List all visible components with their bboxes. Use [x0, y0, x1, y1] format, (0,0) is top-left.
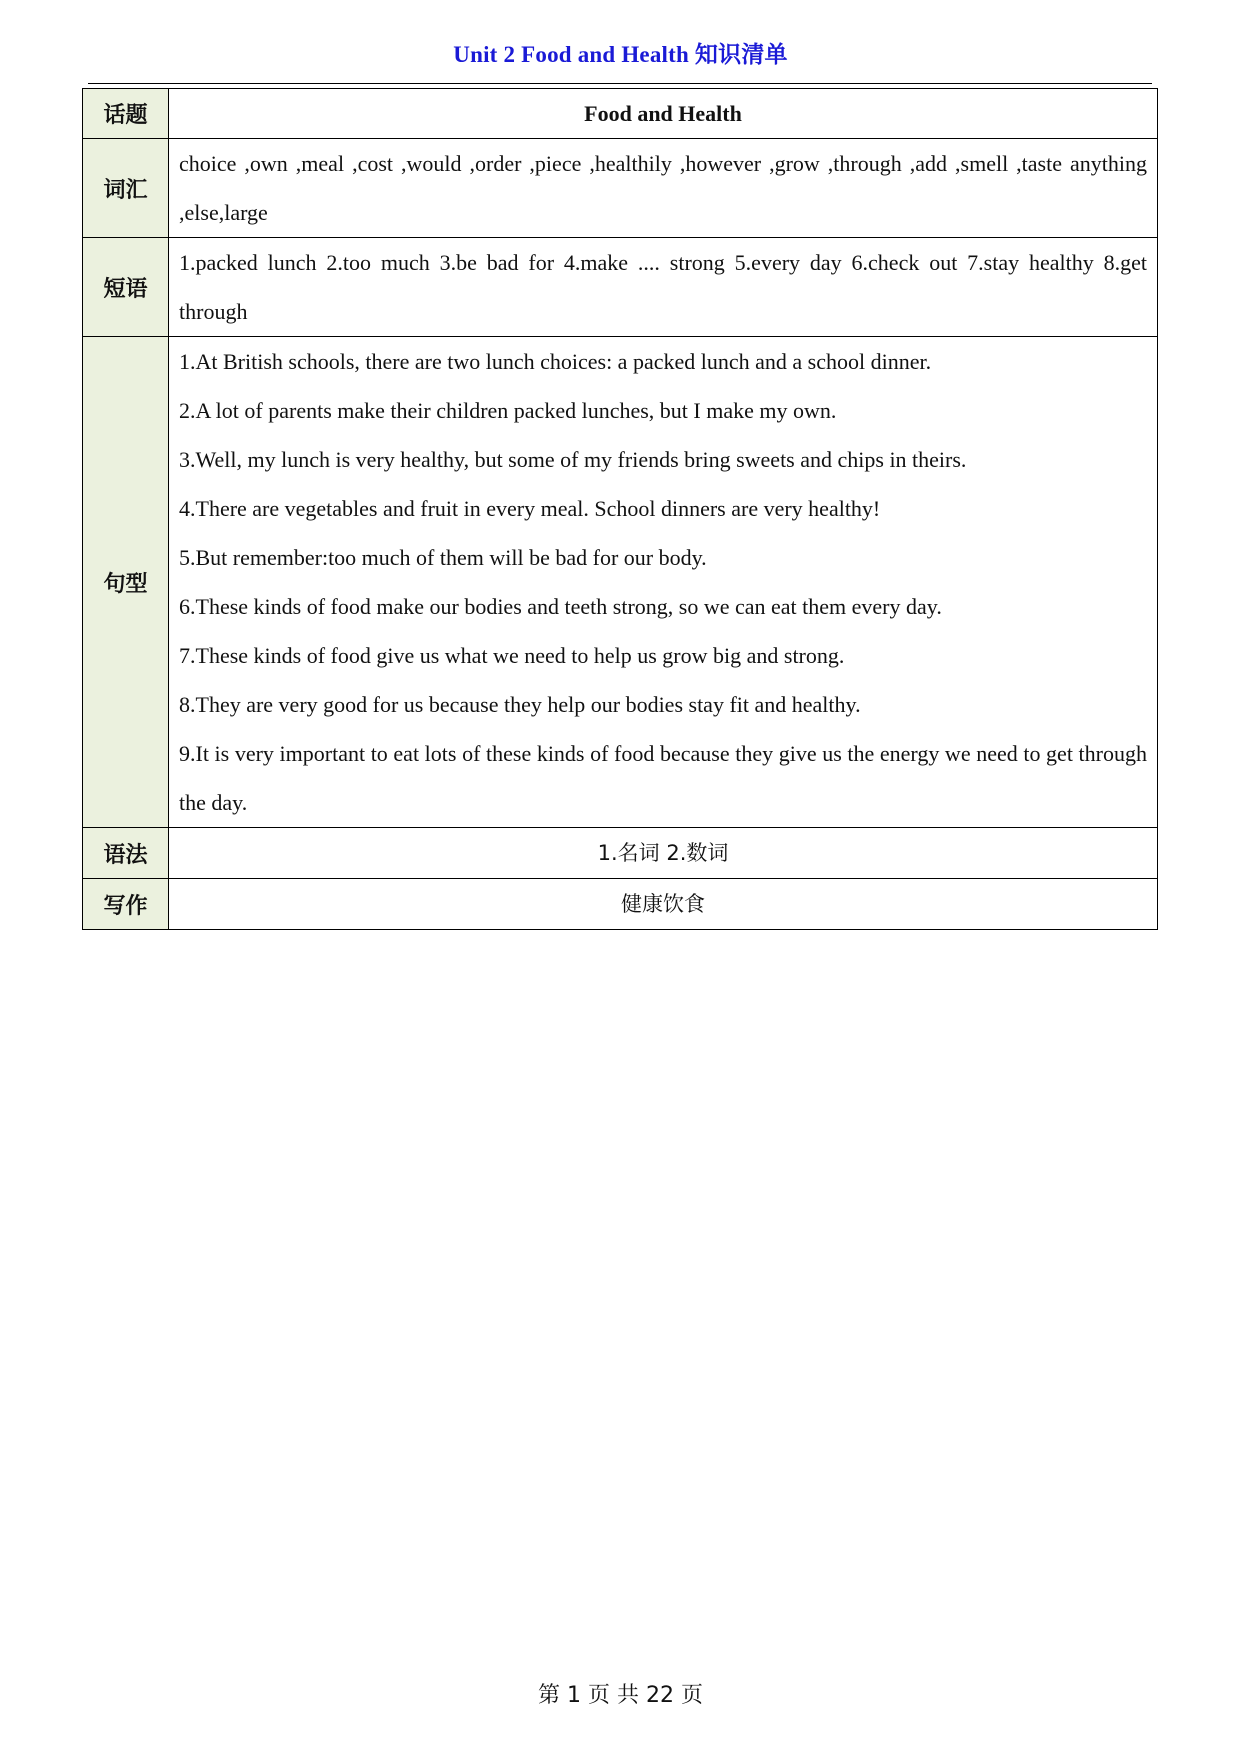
- row-label-vocabulary: 词汇: [83, 139, 169, 238]
- sentence-item: 3.Well, my lunch is very healthy, but some of my friends bring sweets and chips in theirs.: [179, 447, 967, 472]
- sentence-item: 4.There are vegetables and fruit in every meal. School dinners are very healthy!: [179, 496, 881, 521]
- topic-value: Food and Health: [584, 101, 742, 126]
- sentence-item: 9.It is very important to eat lots of these kinds of food because they give us the energy we need to get through the day.: [179, 741, 1147, 815]
- sentences-cell: [169, 337, 1158, 828]
- vocabulary-cell: [169, 139, 1158, 238]
- row-label-topic: 话题: [83, 89, 169, 139]
- sentence-item: 7.These kinds of food give us what we need to help us grow big and strong.: [179, 643, 845, 668]
- table-row-sentences: [83, 337, 1158, 828]
- page-number-footer: 第 1 页 共 22 页: [538, 1683, 703, 1708]
- table-row-phrases: [83, 238, 1158, 337]
- sentence-item: 2.A lot of parents make their children packed lunches, but I make my own.: [179, 398, 837, 423]
- writing-value: 健康饮食: [621, 892, 705, 916]
- table-row-grammar: [83, 828, 1158, 879]
- phrases-cell: [169, 238, 1158, 337]
- writing-cell: [169, 879, 1158, 930]
- row-label-writing: 写作: [83, 879, 169, 930]
- sentence-item: 6.These kinds of food make our bodies and teeth strong, so we can eat them every day.: [179, 594, 942, 619]
- row-label-sentences: 句型: [83, 337, 169, 828]
- table-row-vocabulary: [83, 139, 1158, 238]
- knowledge-table: [82, 88, 1158, 930]
- header-rule: [88, 83, 1152, 84]
- sentence-item: 1.At British schools, there are two lunch choices: a packed lunch and a school dinner.: [179, 349, 932, 374]
- sentence-item: 5.But remember:too much of them will be bad for our body.: [179, 545, 707, 570]
- grammar-value: 1.名词 2.数词: [597, 841, 729, 865]
- phrases-text: 1.packed lunch 2.too much 3.be bad for 4.make .... strong 5.every day 6.check out 7.stay healthy 8.get through: [179, 250, 1147, 324]
- document-title: Unit 2 Food and Health 知识清单: [453, 42, 788, 67]
- row-label-grammar: 语法: [83, 828, 169, 879]
- grammar-cell: [169, 828, 1158, 879]
- table-row-topic: [83, 89, 1158, 139]
- sentence-item: 8.They are very good for us because they help our bodies stay fit and healthy.: [179, 692, 861, 717]
- topic-cell: [169, 89, 1158, 139]
- vocabulary-text: choice ,own ,meal ,cost ,would ,order ,piece ,healthily ,however ,grow ,through ,add ,smell ,taste anything ,else,large: [179, 151, 1147, 225]
- table-row-writing: [83, 879, 1158, 930]
- row-label-phrases: 短语: [83, 238, 169, 337]
